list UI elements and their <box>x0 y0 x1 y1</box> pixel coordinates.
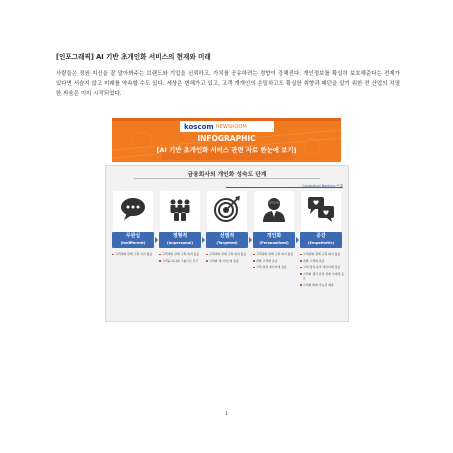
figure-title: 금융회사의 개인화 성숙도 단계 <box>187 172 267 178</box>
stage-ko: 선별적 <box>219 233 235 239</box>
newsroom-tag: NEWSROOM <box>216 124 247 130</box>
bullet-item: 개별 고객에 집중 <box>300 259 344 263</box>
stage-bullets-personalized <box>253 252 297 272</box>
stage-bullets-impersonal <box>159 252 203 265</box>
bullet-item: 고객의 세그먼트에 집중 <box>206 259 250 263</box>
stage-label-targeted <box>206 232 248 248</box>
target-icon <box>213 195 241 223</box>
bullet-item: 고객 정적 데이터에 집중 <box>253 265 297 269</box>
speech-bubble-icon <box>119 195 147 223</box>
arrow-icon <box>249 237 252 243</box>
stage-bullets-empathetic <box>300 252 344 289</box>
bullet-item: 고객의 생각·감정 상태 수에게 중요 <box>300 272 344 281</box>
title-divider <box>134 178 320 179</box>
stage-bullets-targeted <box>206 252 250 265</box>
infographic-banner <box>112 118 341 162</box>
stage-bullets-indifferent <box>112 252 156 259</box>
contextual-banking-label: Contextual Banking 단계 <box>302 184 343 188</box>
arrow-icon <box>202 237 205 243</box>
person-icon <box>260 195 288 223</box>
page-number: 1 <box>225 412 228 417</box>
bullet-item: 고객의 변화 가능성 예측 <box>300 283 344 287</box>
stage-en: (Personalized) <box>259 241 289 245</box>
stage-label-impersonal <box>159 232 201 248</box>
stage-en: (Targeted) <box>216 241 238 245</box>
stage-ko: 무관심 <box>125 233 141 239</box>
bullet-item: 개별 고객에 집중 <box>253 259 297 263</box>
bullet-item: 고객 정적·동적 데이터에 집중 <box>300 265 344 269</box>
stage-label-indifferent <box>112 232 154 248</box>
stage-label-personalized <box>253 232 295 248</box>
heart-chat-icon <box>307 195 335 223</box>
people-group-icon <box>166 195 194 223</box>
stage-en: (Impersonal) <box>167 241 193 245</box>
banner-subheading: [AI 기반 초개인화 서비스 관련 자료 한눈에 보기] <box>156 146 297 154</box>
document-title: [인포그래픽] AI 기반 초개인화 서비스의 현재와 미래 <box>56 53 211 61</box>
stage-en: (Empathetic) <box>307 241 335 245</box>
bullet-item: 고객을 하나의 그룹으로 간주 <box>159 259 203 263</box>
stage-ko: 정형적 <box>172 233 188 239</box>
arrow-icon <box>296 237 299 243</box>
contextual-banking-bracket <box>226 187 343 188</box>
stage-label-empathetic <box>300 232 342 248</box>
intro-paragraph: 사람들은 정원 지신을 잘 알아봐주는 브랜드와 기업을 신뢰하고, 가치를 공유하려는 경향이 강해진다. 개인정보를 확실히 보호해준다는 전제가 있다면 서슴지 않고 미래를 약속할 수도 있다. 세상은 변해가고 있고, 고객 개개인의 은밀하고도 확실한 취향과 패턴을 알기 위한 전 산업의 치열한 싸움은 이미 시작되었다. <box>56 71 400 97</box>
koscom-logo: koscom <box>184 122 214 131</box>
stage-en: (Indifferent) <box>120 241 146 245</box>
bullet-item: 고객과의 관계 구축 의지 있음 <box>253 252 297 256</box>
arrow-icon <box>155 237 158 243</box>
bullet-item: 고객과의 관계 구축 의지 있음 <box>159 252 203 256</box>
banner-heading: INFOGRAPHIC <box>197 134 256 143</box>
bullet-item: 고객과의 관계 구축 의지 있음 <box>300 252 344 256</box>
bullet-item: 고객과의 관계 구축 의지 있음 <box>206 252 250 256</box>
bullet-item: 고객과의 관계 구축 이지 없음 <box>112 252 156 256</box>
stage-ko: 공감 <box>316 233 326 239</box>
stage-ko: 개인화 <box>266 233 282 239</box>
maturity-stages-figure <box>105 165 349 322</box>
